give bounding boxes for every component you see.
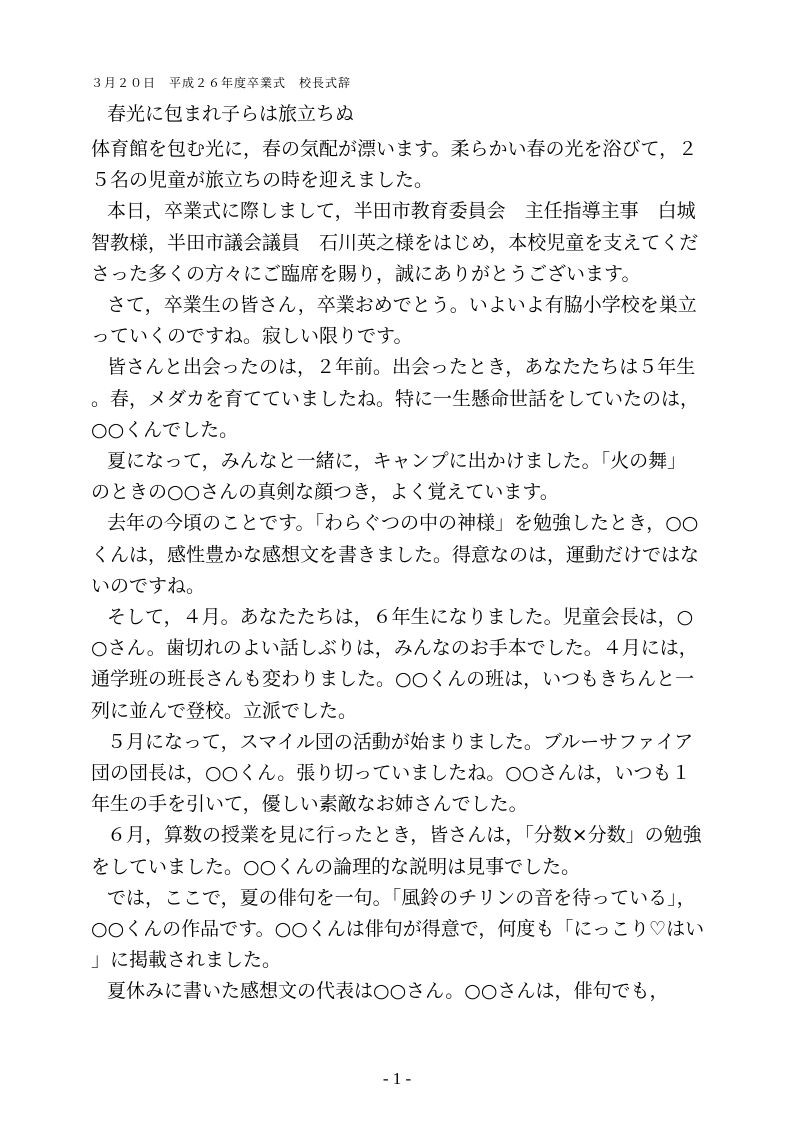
document-header: ３月２０日 平成２６年度卒業式 校長式辞	[91, 76, 352, 90]
speech-body	[91, 134, 705, 1008]
paragraph: 夏になって，みんなと一緒に，キャンプに出かけました。「火の舞」のときの○○さんの真剣な顔つき，よく覚えています。	[91, 450, 687, 504]
page-number: - 1 -	[382, 1069, 412, 1088]
opening-haiku: 春光に包まれ子らは旅立ちぬ	[107, 103, 355, 125]
paragraph: ５月になって，スマイル団の活動が始まりました。ブルーサファイア団の団長は，○○くん。張り切っていましたね。○○さんは，いつも１年生の手を引いて，優しい素敵なお姉さんでした。	[91, 730, 694, 816]
paragraph: そして，４月。あなたたちは，６年生になりました。児童会長は，○○さん。歯切れのよい話しぶりは，みんなのお手本でした。４月には，通学班の班長さんも変わりました。○○くんの班は，いつもきちんと一列に並んで登校。立派でした。	[91, 606, 698, 722]
paragraph: さて，卒業生の皆さん，卒業おめでとう。いよいよ有脇小学校を巣立っていくのですね。寂しい限りです。	[91, 294, 697, 348]
paragraph: では，ここで，夏の俳句を一句。「風鈴のチリンの音を待っている」，○○くんの作品です。○○くんは俳句が得意で，何度も「にっこり♡はい」に掲載されました。	[91, 886, 705, 972]
paragraph: 夏休みに書いた感想文の代表は○○さん。○○さんは，俳句でも，	[107, 980, 669, 1003]
paragraph: ６月，算数の授業を見に行ったとき，皆さんは，「分数×分数」の勉強をしていました。○○くんの論理的な説明は見事でした。	[91, 824, 702, 878]
paragraph: 皆さんと出会ったのは，２年前。出会ったとき，あなたたちは５年生。春，メダカを育てていましたね。特に一生懸命世話をしていたのは，○○くんでした。	[91, 356, 700, 441]
paragraph: 去年の今頃のことです。「わらぐつの中の神様」を勉強したとき，○○くんは，感性豊かな感想文を書きました。得意なのは，運動だけではないのですね。	[91, 512, 700, 597]
paragraph: 本日，卒業式に際しまして，半田市教育委員会 主任指導主事 白城智教様，半田市議会議員 石川英之様をはじめ，本校児童を支えてくださった多くの方々にご臨席を賜り，誠にありがとうございます。	[91, 200, 699, 285]
paragraph: 体育館を包む光に，春の気配が漂います。柔らかい春の光を浴びて，２５名の児童が旅立ちの時を迎えました。	[91, 138, 698, 192]
